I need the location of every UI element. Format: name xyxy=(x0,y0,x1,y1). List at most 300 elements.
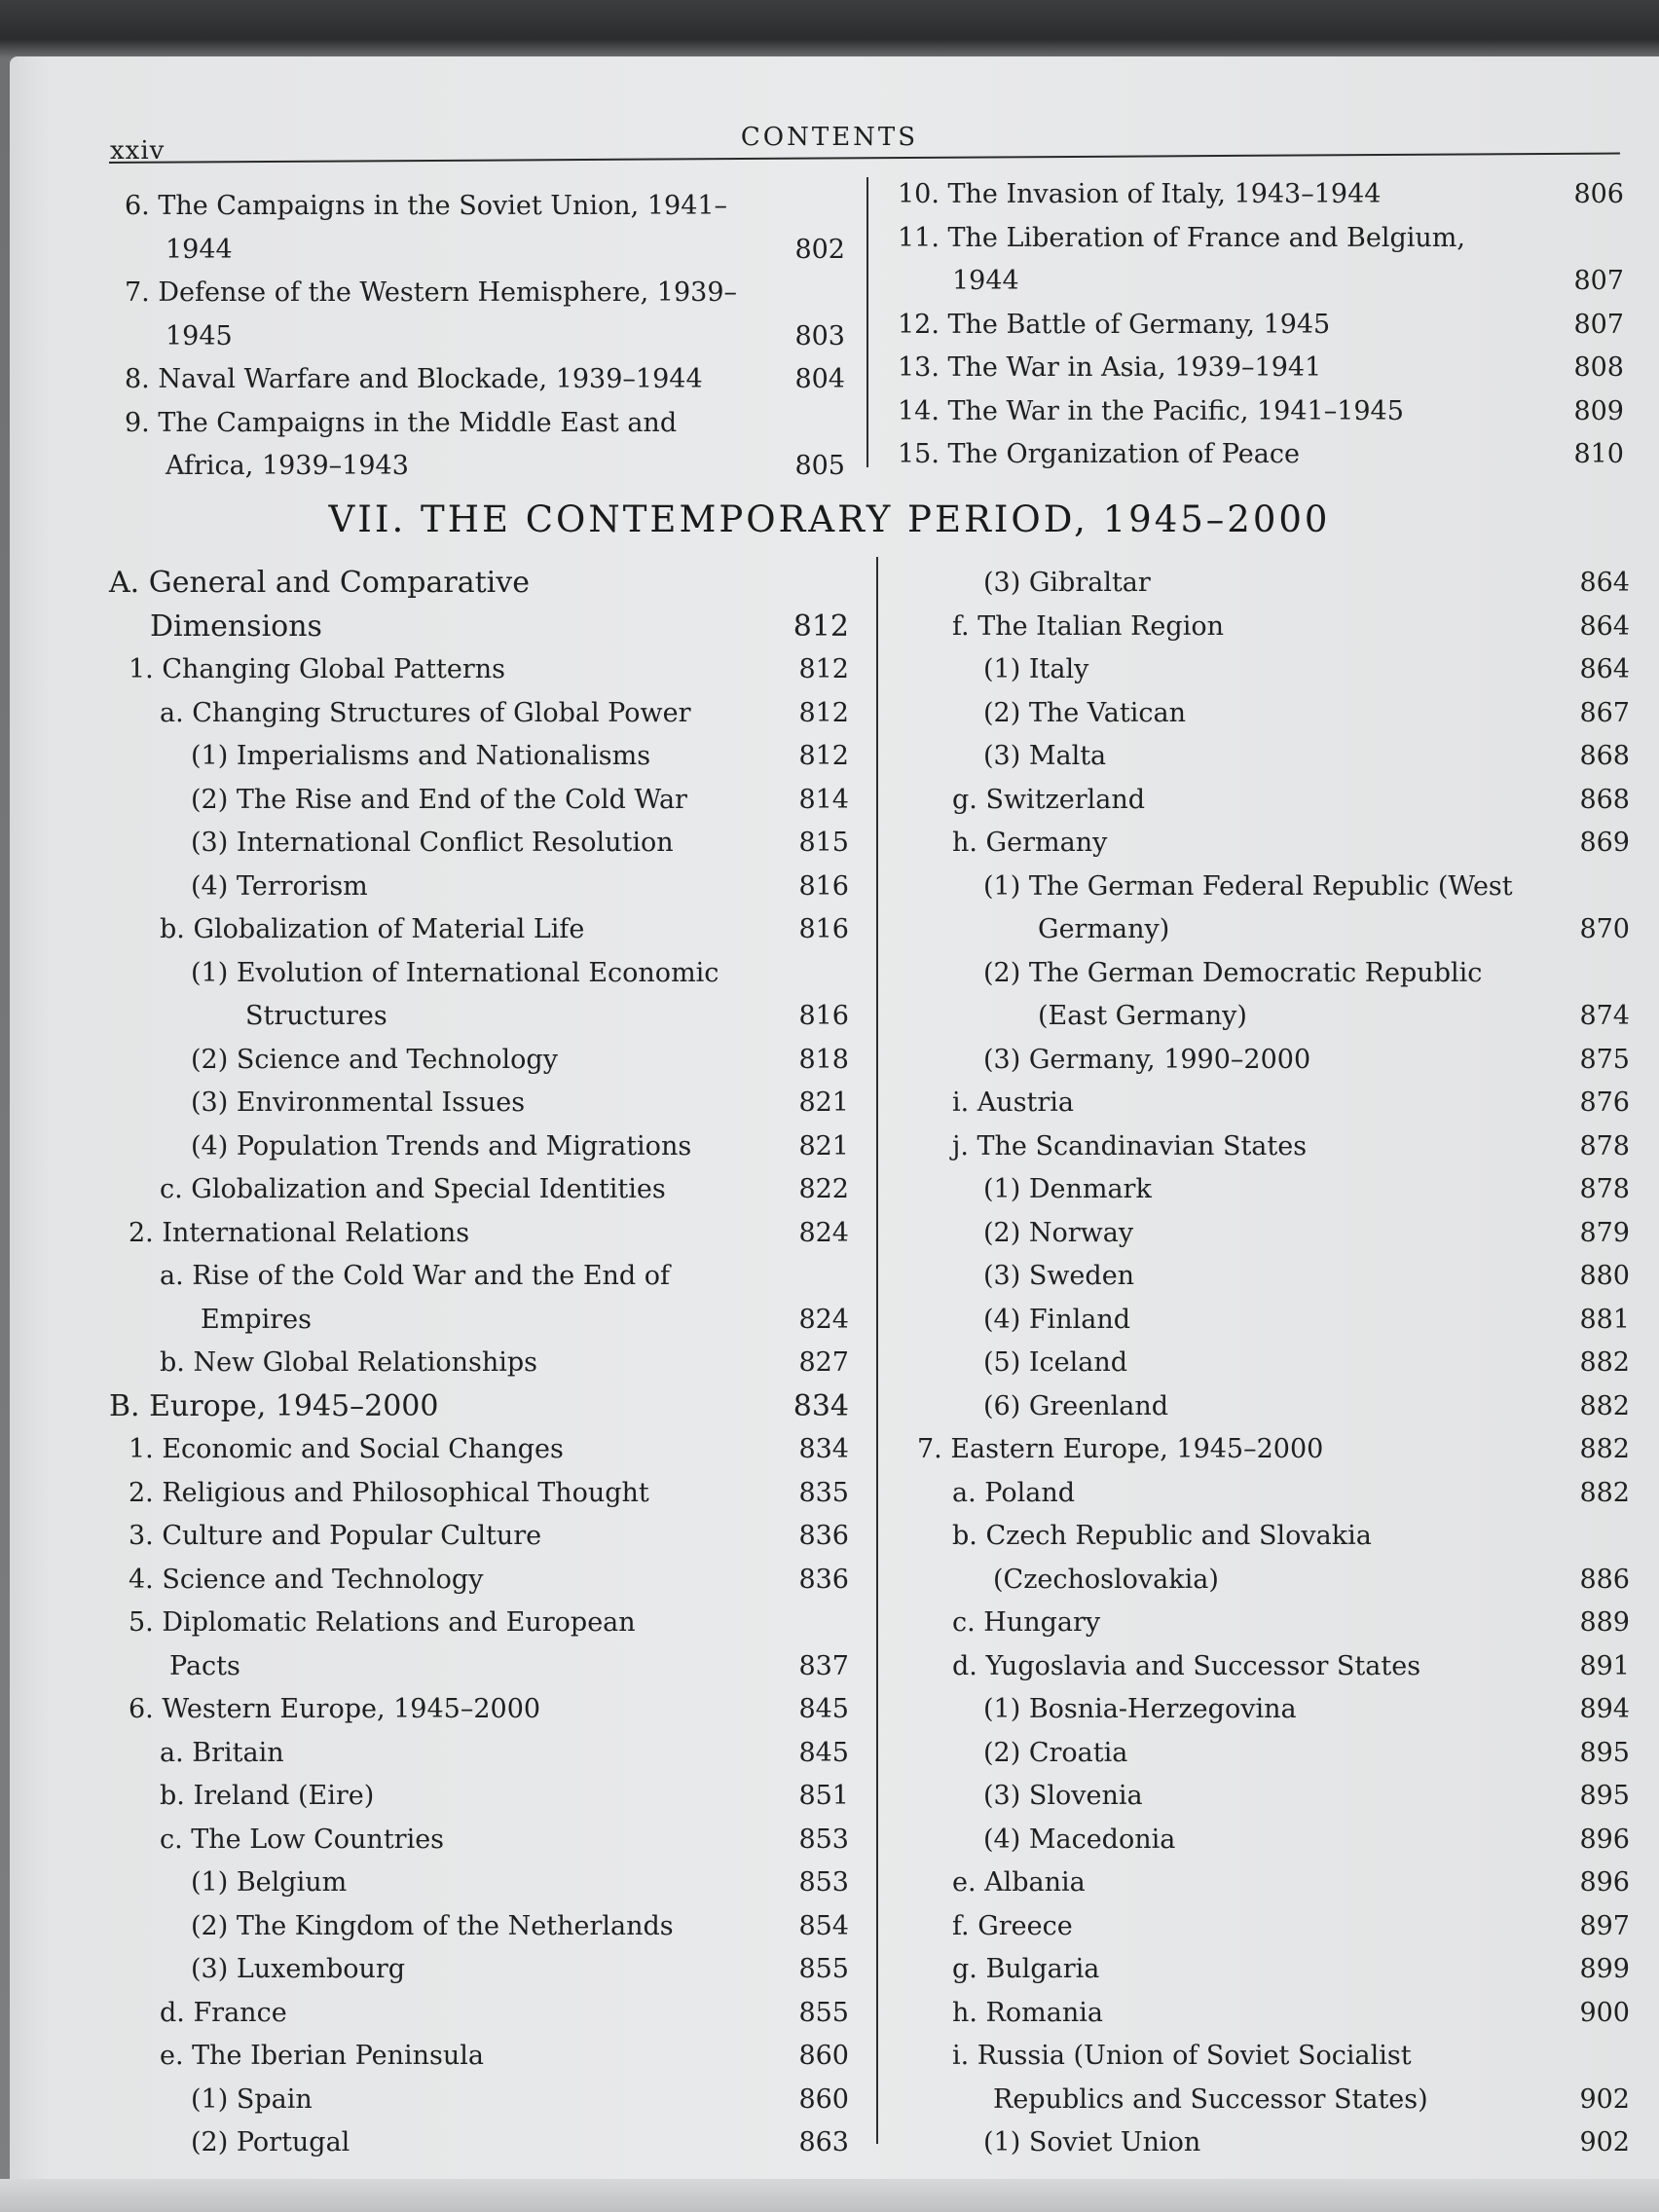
toc-entry-label xyxy=(952,606,1224,649)
toc-entry-page-number: 867 xyxy=(1579,697,1630,728)
toc-entry xyxy=(125,272,845,358)
toc-entry-page-number: 836 xyxy=(798,1521,849,1551)
toc-entry-page-number: 802 xyxy=(794,234,845,265)
toc-entry-page-number: 874 xyxy=(1579,1001,1630,1031)
toc-entry-label xyxy=(952,1082,1074,1125)
toc-entry xyxy=(917,1385,1630,1429)
toc-entry xyxy=(109,2121,849,2165)
toc-entry-label-line: (3) Malta xyxy=(983,741,1107,771)
toc-entry-page-number: 855 xyxy=(798,1997,849,2028)
toc-entry xyxy=(109,692,849,736)
page-number: xxiv xyxy=(110,136,166,166)
toc-entry-label xyxy=(191,822,674,866)
toc-entry-label xyxy=(129,1515,541,1559)
toc-entry-label-line: e. The Iberian Peninsula xyxy=(160,2041,484,2071)
toc-entry-label-line: 15. The Organization of Peace xyxy=(898,439,1300,469)
toc-entry-page-number: 864 xyxy=(1579,610,1630,642)
toc-entry xyxy=(109,1472,849,1516)
toc-entry-page-number: 822 xyxy=(798,1174,849,1204)
toc-entry-label-line: 9. The Campaigns in the Middle East and xyxy=(125,407,678,438)
toc-entry-label xyxy=(983,1819,1175,1862)
toc-entry-page-number: 834 xyxy=(793,1388,849,1423)
toc-entry-label xyxy=(129,648,505,692)
toc-entry-label xyxy=(983,1688,1297,1732)
toc-entry-label xyxy=(191,1948,405,1992)
toc-entry-label-line: g. Bulgaria xyxy=(952,1954,1100,1984)
toc-entry-label-line: g. Switzerland xyxy=(952,784,1146,815)
toc-entry xyxy=(109,1905,849,1949)
toc-entry-label-line: 5. Diplomatic Relations and European xyxy=(129,1607,636,1638)
toc-entry-label xyxy=(191,1125,691,1169)
toc-entry-label-line: 8. Naval Warfare and Blockade, 1939–1944 xyxy=(125,364,703,394)
toc-entry-label-line: (5) Iceland xyxy=(983,1347,1127,1378)
toc-entry-page-number: 870 xyxy=(1579,914,1630,944)
section-heading: VII. THE CONTEMPORARY PERIOD, 1945–2000 xyxy=(328,498,1331,540)
toc-entry xyxy=(917,648,1630,692)
toc-right-column xyxy=(917,562,1630,2165)
toc-entry-label-line: (2) The Vatican xyxy=(983,697,1186,728)
toc-entry xyxy=(917,779,1630,823)
toc-entry xyxy=(109,1168,849,1212)
toc-entry-label-line: (1) Imperialisms and Nationalisms xyxy=(191,741,651,771)
toc-entry xyxy=(109,1428,849,1472)
toc-entry-page-number: 809 xyxy=(1573,395,1624,426)
toc-entry-label-continuation: Pacts xyxy=(169,1650,240,1681)
toc-entry-page-number: 851 xyxy=(798,1781,849,1811)
toc-entry-page-number: 886 xyxy=(1579,1564,1630,1595)
toc-entry-label xyxy=(952,1948,1099,1992)
toc-entry-label xyxy=(952,1515,1372,1602)
toc-entry-label xyxy=(983,866,1513,952)
toc-entry xyxy=(917,866,1630,952)
toc-entry-label xyxy=(983,562,1151,606)
toc-entry xyxy=(109,1255,849,1342)
toc-entry-label xyxy=(129,1688,540,1732)
toc-entry-label-line: (2) The Kingdom of the Netherlands xyxy=(191,1910,674,1941)
toc-entry xyxy=(125,185,845,272)
toc-entry-label-continuation: Empires xyxy=(201,1304,312,1335)
toc-entry-label-continuation: (East Germany) xyxy=(1038,1001,1247,1031)
toc-entry xyxy=(109,1039,849,1083)
toc-entry-label xyxy=(983,1299,1130,1343)
toc-entry-label-line: (3) Germany, 1990–2000 xyxy=(983,1044,1311,1075)
toc-entry-label-line: (4) Terrorism xyxy=(191,870,368,902)
toc-entry-page-number: 816 xyxy=(798,914,849,944)
toc-entry-label-line: c. The Low Countries xyxy=(160,1824,445,1855)
toc-entry xyxy=(109,822,849,866)
toc-entry xyxy=(125,402,845,489)
toc-entry-page-number: 897 xyxy=(1579,1910,1630,1941)
toc-entry-label-line: (3) Luxembourg xyxy=(191,1954,406,1984)
toc-entry-page-number: 864 xyxy=(1579,568,1630,598)
toc-entry xyxy=(917,1905,1630,1949)
toc-entry-label-line: 7. Eastern Europe, 1945–2000 xyxy=(917,1434,1324,1464)
toc-entry xyxy=(109,1125,849,1169)
toc-entry xyxy=(917,735,1630,779)
toc-entry-label xyxy=(898,390,1404,434)
toc-entry-label-line: a. Poland xyxy=(952,1477,1075,1508)
toc-entry-label-line: (3) Environmental Issues xyxy=(191,1088,526,1118)
toc-entry-label xyxy=(983,735,1106,779)
toc-entry xyxy=(917,1948,1630,1992)
toc-entry-label xyxy=(898,173,1381,217)
toc-entry-label xyxy=(983,1168,1152,1212)
toc-entry-page-number: 900 xyxy=(1579,1997,1630,2028)
toc-entry-label xyxy=(952,1645,1420,1689)
toc-entry-label xyxy=(952,1862,1086,1905)
toc-entry-label-continuation: (Czechoslovakia) xyxy=(993,1564,1219,1595)
toc-entry-label-line: a. Britain xyxy=(160,1737,284,1768)
toc-entry-label xyxy=(191,1039,558,1083)
toc-entry-label-line: f. Greece xyxy=(952,1910,1073,1941)
toc-entry-label xyxy=(191,1082,525,1125)
toc-entry-page-number: 895 xyxy=(1579,1781,1630,1811)
toc-entry-page-number: 895 xyxy=(1579,1737,1630,1768)
toc-entry xyxy=(917,1602,1630,1645)
toc-entry-label xyxy=(898,217,1465,304)
toc-entry xyxy=(917,1819,1630,1862)
toc-entry xyxy=(109,1082,849,1125)
toc-entry-label-line: (3) Sweden xyxy=(983,1261,1135,1291)
toc-entry-label-line: i. Russia (Union of Soviet Socialist xyxy=(952,2041,1412,2071)
column-divider-main xyxy=(876,557,878,2144)
toc-entry-label-line: b. Czech Republic and Slovakia xyxy=(952,1521,1372,1551)
toc-entry-page-number: 824 xyxy=(798,1217,849,1248)
toc-entry-label-line: c. Globalization and Special Identities xyxy=(160,1174,666,1204)
toc-entry-label-line: 2. Religious and Philosophical Thought xyxy=(129,1477,649,1508)
toc-entry-page-number: 891 xyxy=(1579,1650,1630,1681)
toc-entry xyxy=(917,1515,1630,1602)
toc-entry-label xyxy=(898,433,1300,477)
toc-entry-page-number: 812 xyxy=(798,697,849,728)
toc-entry-page-number: 807 xyxy=(1573,266,1624,296)
toc-entry xyxy=(109,1992,849,2036)
toc-entry xyxy=(917,1775,1630,1819)
toc-entry-label xyxy=(160,1168,666,1212)
toc-entry-label-line: b. Globalization of Material Life xyxy=(160,914,585,944)
toc-entry-page-number: 853 xyxy=(798,1867,849,1898)
toc-entry-label xyxy=(983,2121,1200,2165)
toc-entry-page-number: 821 xyxy=(798,1130,849,1161)
toc-entry-page-number: 814 xyxy=(798,784,849,815)
toc-entry-label-line: (2) Norway xyxy=(983,1217,1134,1248)
toc-entry-label xyxy=(983,1732,1127,1776)
toc-entry-label-line: 2. International Relations xyxy=(129,1217,470,1248)
toc-entry-label xyxy=(109,562,530,648)
toc-entry-label-line: b. Ireland (Eire) xyxy=(160,1781,375,1811)
toc-entry xyxy=(109,1602,849,1688)
toc-entry xyxy=(109,1212,849,1256)
toc-entry xyxy=(109,562,849,648)
toc-entry-page-number: 896 xyxy=(1579,1824,1630,1855)
toc-entry-label-line: 6. Western Europe, 1945–2000 xyxy=(129,1694,541,1724)
toc-entry xyxy=(109,952,849,1039)
toc-entry-label xyxy=(191,952,719,1039)
toc-entry-label xyxy=(160,692,691,736)
toc-entry-label xyxy=(983,692,1186,736)
toc-entry-label xyxy=(160,1775,374,1819)
toc-entry-label-line: f. The Italian Region xyxy=(952,610,1224,642)
toc-entry-label xyxy=(191,866,368,909)
toc-entry xyxy=(898,304,1624,348)
toc-entry-label-continuation: 1945 xyxy=(166,320,233,351)
toc-entry-label-line: (1) Spain xyxy=(191,2083,313,2115)
toc-entry-label-line: (4) Macedonia xyxy=(983,1824,1176,1855)
toc-entry-label xyxy=(160,1819,444,1862)
toc-entry-label-line: c. Hungary xyxy=(952,1607,1101,1638)
toc-entry xyxy=(109,1342,849,1385)
toc-entry-page-number: 882 xyxy=(1579,1434,1630,1464)
toc-entry-label-continuation: Structures xyxy=(245,1001,387,1031)
toc-entry-label-line: (1) Italy xyxy=(983,654,1089,684)
toc-entry-label-line: (1) Belgium xyxy=(191,1867,348,1898)
page-bottom-edge xyxy=(0,2179,1659,2212)
toc-entry xyxy=(109,1819,849,1862)
toc-entry xyxy=(917,1039,1630,1083)
toc-entry xyxy=(109,2035,849,2079)
toc-entry-page-number: 882 xyxy=(1579,1477,1630,1508)
toc-entry-label xyxy=(898,304,1330,348)
toc-entry-page-number: 894 xyxy=(1579,1694,1630,1724)
toc-entry-page-number: 889 xyxy=(1579,1607,1630,1638)
toc-entry-page-number: 902 xyxy=(1579,2083,1630,2115)
toc-entry-label-line: a. Rise of the Cold War and the End of xyxy=(160,1261,671,1291)
toc-entry-page-number: 863 xyxy=(798,2127,849,2157)
toc-entry xyxy=(917,562,1630,606)
toc-entry xyxy=(917,2121,1630,2165)
toc-entry xyxy=(109,908,849,952)
toc-entry xyxy=(898,433,1624,477)
toc-entry-page-number: 881 xyxy=(1579,1304,1630,1335)
toc-entry-label-line: (1) Soviet Union xyxy=(983,2127,1201,2157)
toc-entry-label-line: (1) Bosnia-Herzegovina xyxy=(983,1694,1297,1724)
toc-entry-label xyxy=(952,1472,1075,1516)
toc-entry-label xyxy=(160,1342,537,1385)
toc-entry-label xyxy=(129,1602,636,1688)
toc-entry xyxy=(917,1255,1630,1299)
toc-entry-label-line: B. Europe, 1945–2000 xyxy=(109,1388,439,1423)
toc-entry-label xyxy=(917,1428,1323,1472)
toc-entry-label-line: 11. The Liberation of France and Belgium, xyxy=(898,222,1465,253)
toc-entry xyxy=(917,1862,1630,1905)
toc-entry-page-number: 855 xyxy=(798,1954,849,1984)
toc-entry-label-line: A. General and Comparative xyxy=(109,566,530,600)
toc-entry-label-line: (2) Portugal xyxy=(191,2127,350,2157)
toc-entry-page-number: 869 xyxy=(1579,828,1630,858)
toc-entry xyxy=(917,1472,1630,1516)
toc-entry-label-line: (2) The Rise and End of the Cold War xyxy=(191,784,687,815)
toc-entry xyxy=(109,1862,849,1905)
toc-entry xyxy=(917,1732,1630,1776)
toc-entry-page-number: 876 xyxy=(1579,1088,1630,1118)
toc-entry-label-continuation: Dimensions xyxy=(150,608,322,644)
toc-entry xyxy=(917,2035,1630,2121)
toc-entry-label-line: 1. Economic and Social Changes xyxy=(129,1434,564,1464)
toc-entry-page-number: 837 xyxy=(798,1650,849,1681)
toc-entry-label-line: (2) The German Democratic Republic xyxy=(983,957,1483,988)
toc-entry-page-number: 882 xyxy=(1579,1347,1630,1378)
toc-entry-page-number: 878 xyxy=(1579,1130,1630,1161)
toc-entry-page-number: 815 xyxy=(798,828,849,858)
toc-entry-label-line: (1) The German Federal Republic (West xyxy=(983,870,1513,902)
toc-entry xyxy=(917,606,1630,649)
toc-entry xyxy=(109,735,849,779)
toc-entry-page-number: 853 xyxy=(798,1824,849,1855)
toc-entry-label-line: (1) Denmark xyxy=(983,1174,1152,1204)
toc-entry-page-number: 864 xyxy=(1579,654,1630,684)
toc-entry-label xyxy=(952,2035,1428,2121)
toc-entry-label xyxy=(125,402,677,489)
toc-entry-page-number: 803 xyxy=(794,320,845,351)
toc-entry-label xyxy=(191,2121,350,2165)
toc-entry-page-number: 854 xyxy=(798,1910,849,1941)
toc-entry-page-number: 878 xyxy=(1579,1174,1630,1204)
toc-entry-page-number: 879 xyxy=(1579,1217,1630,1248)
toc-entry-label-line: 14. The War in the Pacific, 1941–1945 xyxy=(898,395,1404,426)
toc-entry-label-continuation: 1944 xyxy=(952,266,1019,296)
running-header-title: CONTENTS xyxy=(740,123,919,152)
toc-entry-page-number: 816 xyxy=(798,1001,849,1031)
toc-entry xyxy=(109,2079,849,2122)
toc-entry-page-number: 834 xyxy=(798,1434,849,1464)
toc-entry xyxy=(898,217,1624,304)
toc-entry-label xyxy=(191,779,687,823)
toc-entry-label xyxy=(129,1212,469,1256)
toc-entry-label-line: 13. The War in Asia, 1939–1941 xyxy=(898,352,1322,383)
toc-entry-page-number: 808 xyxy=(1573,352,1624,383)
toc-entry-label-line: i. Austria xyxy=(952,1088,1075,1118)
toc-entry xyxy=(917,1645,1630,1689)
toc-entry-page-number: 818 xyxy=(798,1044,849,1075)
toc-entry-label-line: (1) Evolution of International Economic xyxy=(191,957,719,988)
toc-entry xyxy=(898,390,1624,434)
toc-entry-label xyxy=(952,1602,1100,1645)
toc-entry xyxy=(109,779,849,823)
toc-entry-label xyxy=(983,1342,1127,1385)
toc-entry-label-line: a. Changing Structures of Global Power xyxy=(160,697,691,728)
toc-entry xyxy=(917,1299,1630,1343)
toc-entry-page-number: 821 xyxy=(798,1088,849,1118)
toc-entry xyxy=(125,358,845,402)
toc-entry-page-number: 896 xyxy=(1579,1867,1630,1898)
toc-entry-label-line: 6. The Campaigns in the Soviet Union, 1941– xyxy=(125,191,728,221)
toc-entry-page-number: 805 xyxy=(794,451,845,481)
toc-entry-label xyxy=(125,272,737,358)
toc-entry-label-line: 1. Changing Global Patterns xyxy=(129,654,505,684)
toc-entry-label-line: 4. Science and Technology xyxy=(129,1564,484,1595)
toc-entry-page-number: 827 xyxy=(798,1347,849,1378)
toc-entry-page-number: 882 xyxy=(1579,1390,1630,1421)
toc-entry-label xyxy=(983,1039,1310,1083)
toc-entry xyxy=(917,1342,1630,1385)
toc-entry-label xyxy=(952,779,1145,823)
toc-entry-page-number: 899 xyxy=(1579,1954,1630,1984)
toc-entry xyxy=(109,1775,849,1819)
toc-entry-label xyxy=(191,1862,347,1905)
toc-entry-label-line: d. Yugoslavia and Successor States xyxy=(952,1650,1421,1681)
toc-entry-page-number: 804 xyxy=(794,364,845,394)
toc-entry-label-line: (6) Greenland xyxy=(983,1390,1169,1421)
toc-entry-label xyxy=(160,1732,284,1776)
toc-entry-label-continuation: 1944 xyxy=(166,234,233,265)
toc-entry xyxy=(917,1992,1630,2036)
toc-entry-page-number: 806 xyxy=(1573,179,1624,209)
toc-entry-label xyxy=(952,822,1107,866)
toc-entry-label-line: (3) International Conflict Resolution xyxy=(191,828,674,858)
toc-entry-label xyxy=(191,1905,674,1949)
toc-entry xyxy=(917,952,1630,1039)
toc-entry-label xyxy=(129,1428,564,1472)
toc-entry-label-line: (4) Population Trends and Migrations xyxy=(191,1130,692,1161)
toc-entry-label xyxy=(109,1385,438,1429)
toc-entry-page-number: 860 xyxy=(798,2083,849,2115)
toc-entry-label xyxy=(983,1212,1133,1256)
toc-entry-label xyxy=(191,2079,313,2122)
toc-entry xyxy=(917,1212,1630,1256)
toc-entry-page-number: 868 xyxy=(1579,741,1630,771)
toc-top-right-column xyxy=(898,173,1624,477)
toc-entry-page-number: 880 xyxy=(1579,1261,1630,1291)
column-divider-top xyxy=(866,177,868,467)
toc-entry-page-number: 810 xyxy=(1573,439,1624,469)
toc-entry xyxy=(917,1125,1630,1169)
toc-entry-page-number: 875 xyxy=(1579,1044,1630,1075)
toc-entry-label xyxy=(983,952,1482,1039)
toc-entry-label-line: 10. The Invasion of Italy, 1943–1944 xyxy=(898,179,1382,209)
toc-entry xyxy=(109,1385,849,1429)
toc-entry xyxy=(109,866,849,909)
toc-entry-label xyxy=(160,2035,484,2079)
toc-entry-label xyxy=(983,1255,1134,1299)
toc-entry-page-number: 824 xyxy=(798,1304,849,1335)
toc-entry xyxy=(109,1732,849,1776)
toc-entry xyxy=(898,173,1624,217)
toc-entry-label xyxy=(125,185,727,272)
toc-entry-label xyxy=(983,1775,1143,1819)
toc-entry-page-number: 807 xyxy=(1573,309,1624,340)
toc-entry-label xyxy=(983,1385,1168,1429)
toc-entry-page-number: 835 xyxy=(798,1477,849,1508)
toc-entry-label-line: d. France xyxy=(160,1997,287,2028)
toc-entry-label-line: h. Germany xyxy=(952,828,1108,858)
toc-entry-page-number: 812 xyxy=(798,654,849,684)
toc-entry xyxy=(109,1559,849,1603)
toc-entry-label xyxy=(952,1125,1307,1169)
toc-entry-label xyxy=(129,1559,483,1603)
toc-top-left-column xyxy=(125,185,845,489)
toc-entry-page-number: 812 xyxy=(793,608,849,644)
toc-entry-label xyxy=(160,1255,670,1342)
toc-entry-page-number: 868 xyxy=(1579,784,1630,815)
toc-entry-label xyxy=(952,1905,1073,1949)
toc-entry-page-number: 812 xyxy=(798,741,849,771)
toc-entry xyxy=(109,1948,849,1992)
toc-entry xyxy=(917,1688,1630,1732)
toc-entry xyxy=(917,1428,1630,1472)
toc-entry-label-line: (2) Science and Technology xyxy=(191,1044,558,1075)
toc-entry xyxy=(109,648,849,692)
toc-entry-label xyxy=(160,908,584,952)
toc-entry-page-number: 845 xyxy=(798,1694,849,1724)
toc-entry xyxy=(898,347,1624,390)
toc-entry-label xyxy=(983,648,1088,692)
toc-entry xyxy=(917,822,1630,866)
toc-entry-label-line: b. New Global Relationships xyxy=(160,1347,537,1378)
toc-entry-page-number: 860 xyxy=(798,2041,849,2071)
toc-entry xyxy=(109,1515,849,1559)
toc-entry-label-line: (4) Finland xyxy=(983,1304,1130,1335)
toc-entry-label xyxy=(191,735,650,779)
